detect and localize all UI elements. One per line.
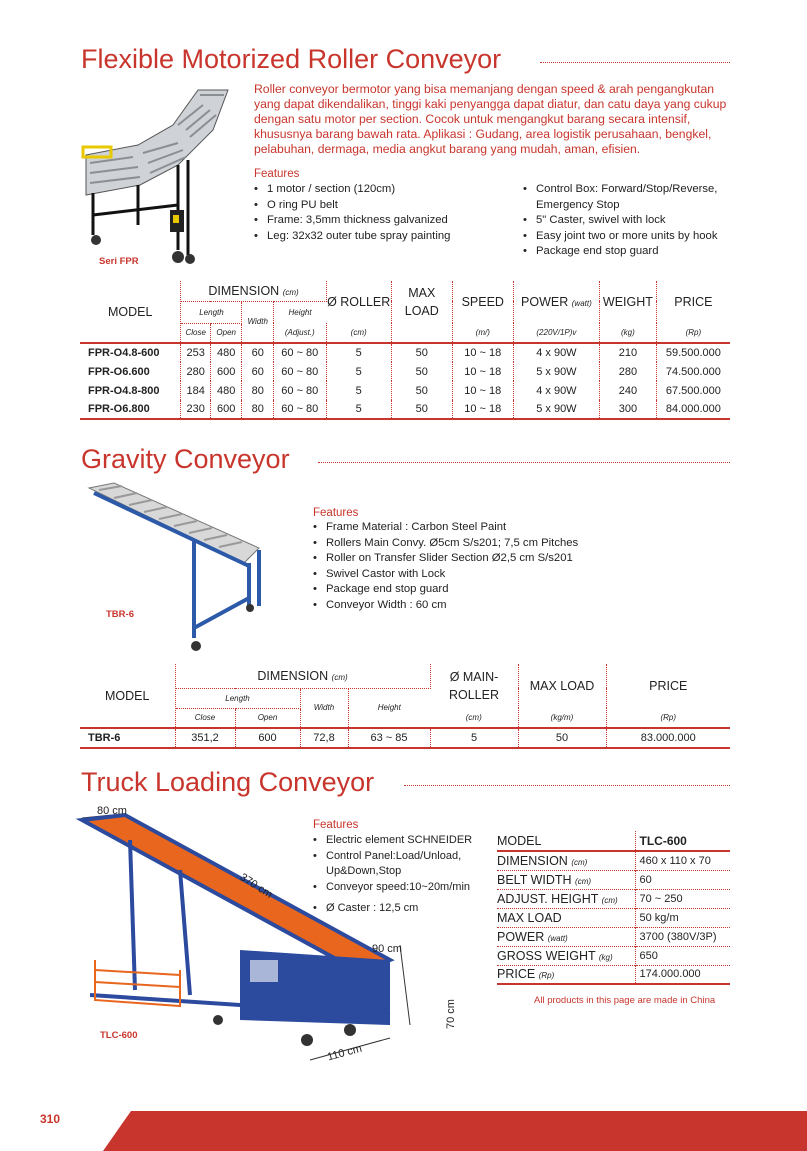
dimension-label-height: 70 cm xyxy=(444,999,457,1029)
dimension-label-base: 110 cm xyxy=(326,1042,364,1064)
col-open: Open xyxy=(210,323,242,343)
spec-row: GROSS WEIGHT (kg) 650 xyxy=(497,946,730,965)
features-heading: Features xyxy=(313,819,359,831)
col-weight: WEIGHT xyxy=(600,281,657,323)
col-price-unit: (Rp) xyxy=(685,328,702,337)
col-main-roller: Ø MAIN-ROLLER xyxy=(430,664,518,708)
feature-item: • Package end stop guard xyxy=(313,582,613,598)
feature-item: • 5" Caster, swivel with lock xyxy=(523,213,738,229)
feature-item: • Leg: 32x32 outer tube spray painting xyxy=(254,229,514,245)
tlc-spec-table xyxy=(497,831,730,985)
spec-row: MAX LOAD 50 kg/m xyxy=(497,908,730,927)
features-list xyxy=(313,520,613,613)
col-width: Width xyxy=(242,301,274,343)
col-dimension: DIMENSION (cm) xyxy=(175,664,430,688)
col-roller-unit: (cm) xyxy=(326,323,391,343)
col-load-unit: (kg/m) xyxy=(518,708,606,728)
tbr-spec-table xyxy=(80,664,730,749)
section-title: Flexible Motorized Roller Conveyor xyxy=(81,44,502,74)
dimension-label-diagonal: 370 cm xyxy=(237,871,275,901)
col-close: Close xyxy=(175,708,235,728)
feature-item: • Frame Material : Carbon Steel Paint xyxy=(313,520,613,536)
col-speed: SPEED xyxy=(452,281,513,323)
col-price: PRICE xyxy=(649,679,688,693)
features-heading: Features xyxy=(254,168,300,180)
col-speed-unit: (m/) xyxy=(452,323,513,343)
section-title: Truck Loading Conveyor xyxy=(81,767,375,797)
title-divider xyxy=(540,62,730,63)
col-weight-unit: (kg) xyxy=(600,323,657,343)
page-number: 310 xyxy=(40,1112,61,1126)
feature-item: • Easy joint two or more units by hook xyxy=(523,229,738,245)
fpr-spec-table xyxy=(80,281,730,420)
spec-row: ADJUST. HEIGHT (cm) 70 ~ 250 xyxy=(497,889,730,908)
col-height-adjust: (Adjust.) xyxy=(274,323,327,343)
feature-item: • Control Box: Forward/Stop/Reverse, Emergency Stop xyxy=(523,182,738,213)
feature-item: • Conveyor speed:10~20m/min xyxy=(313,880,493,896)
image-caption: TLC-600 xyxy=(100,1030,138,1041)
col-dimension: DIMENSION (cm) xyxy=(181,281,326,301)
feature-item: • Package end stop guard xyxy=(523,244,738,260)
product-description: Roller conveyor bermotor yang bisa memanjang dengan speed & arah pengangkutan yang dapat dikendalikan, tinggi kaki penyangga dapat diatur, dan catu daya yang cukup dengan satu motor per section. Cocok untuk mengangkut barang secara intensif, khususnya barang bawah rata. Aplikasi : Gudang, area logistik perusahaan, bengkel, pelabuhan, dermaga, media angkut barang yang mudah, aman, efisien. xyxy=(254,82,727,156)
spec-row: PRICE (Rp) 174.000.000 xyxy=(497,965,730,984)
feature-item: • Electric element SCHNEIDER xyxy=(313,833,493,849)
origin-note: All products in this page are made in China xyxy=(534,995,716,1006)
col-power: POWER (watt) xyxy=(513,281,599,323)
col-model: MODEL xyxy=(80,664,175,728)
feature-item: • Frame: 3,5mm thickness galvanized xyxy=(254,213,514,229)
col-width: Width xyxy=(300,688,348,728)
feature-item: • O ring PU belt xyxy=(254,198,514,214)
col-price: PRICE xyxy=(674,295,713,309)
dimension-label-side: 90 cm xyxy=(372,943,402,955)
feature-item: • Conveyor Width : 60 cm xyxy=(313,598,613,614)
title-divider xyxy=(404,785,730,786)
feature-item: • Rollers Main Convy. Ø5cm S/s201; 7,5 cm Pitches xyxy=(313,536,613,552)
spec-row: MODEL TLC-600 xyxy=(497,831,730,851)
col-power-sub: (220V/1P)v xyxy=(513,323,599,343)
features-heading: Features xyxy=(313,507,359,519)
col-model: MODEL xyxy=(80,281,181,343)
col-height: Height xyxy=(288,307,312,317)
features-list-right xyxy=(523,182,738,260)
col-length: Length xyxy=(175,688,300,708)
col-maxload: MAX LOAD xyxy=(391,281,452,323)
table-row: FPR-O4.8-600 253 480 60 60 ~ 80 5 50 10 ~ 18 4 x 90W 210 59.500.000 xyxy=(80,343,730,362)
title-divider xyxy=(318,462,730,463)
col-load-unit xyxy=(391,323,452,343)
table-row: FPR-O6.600 280 600 60 60 ~ 80 5 50 10 ~ 18 5 x 90W 280 74.500.000 xyxy=(80,362,730,381)
section-title: Gravity Conveyor xyxy=(81,444,290,474)
features-list-left xyxy=(254,182,514,244)
image-caption: TBR-6 xyxy=(106,609,134,620)
feature-item: • Swivel Castor with Lock xyxy=(313,567,613,583)
table-row: FPR-O4.8-800 184 480 80 60 ~ 80 5 50 10 ~ 18 4 x 90W 240 67.500.000 xyxy=(80,381,730,400)
spec-row: POWER (watt) 3700 (380V/3P) xyxy=(497,927,730,946)
spec-row: BELT WIDTH (cm) 60 xyxy=(497,870,730,889)
table-row: FPR-O6.800 230 600 80 60 ~ 80 5 50 10 ~ 18 5 x 90W 300 84.000.000 xyxy=(80,400,730,419)
col-roller-unit: (cm) xyxy=(430,708,518,728)
image-caption: Seri FPR xyxy=(99,256,139,267)
table-row: TBR-6 351,2 600 72,8 63 ~ 85 5 50 83.000.000 xyxy=(80,728,730,748)
feature-item: • Control Panel:Load/Unload, Up&Down,Stop xyxy=(313,849,493,880)
flexible-conveyor-image xyxy=(78,85,238,270)
features-list xyxy=(313,833,493,917)
spec-row: DIMENSION (cm) 460 x 110 x 70 xyxy=(497,851,730,870)
dimension-label-top: 80 cm xyxy=(97,805,127,817)
col-height: Height xyxy=(377,703,401,713)
col-open: Open xyxy=(235,708,300,728)
col-length: Length xyxy=(181,301,242,323)
col-price-unit: (Rp) xyxy=(660,713,677,722)
feature-item: • Roller on Transfer Slider Section Ø2,5 cm S/s201 xyxy=(313,551,613,567)
feature-item: • 1 motor / section (120cm) xyxy=(254,182,514,198)
gravity-conveyor-image xyxy=(84,478,269,658)
col-maxload: MAX LOAD xyxy=(518,664,606,708)
feature-item: • Ø Caster : 12,5 cm xyxy=(313,901,493,917)
col-roller: Ø ROLLER xyxy=(326,281,391,323)
footer-bar xyxy=(103,1111,807,1151)
col-close: Close xyxy=(181,323,210,343)
